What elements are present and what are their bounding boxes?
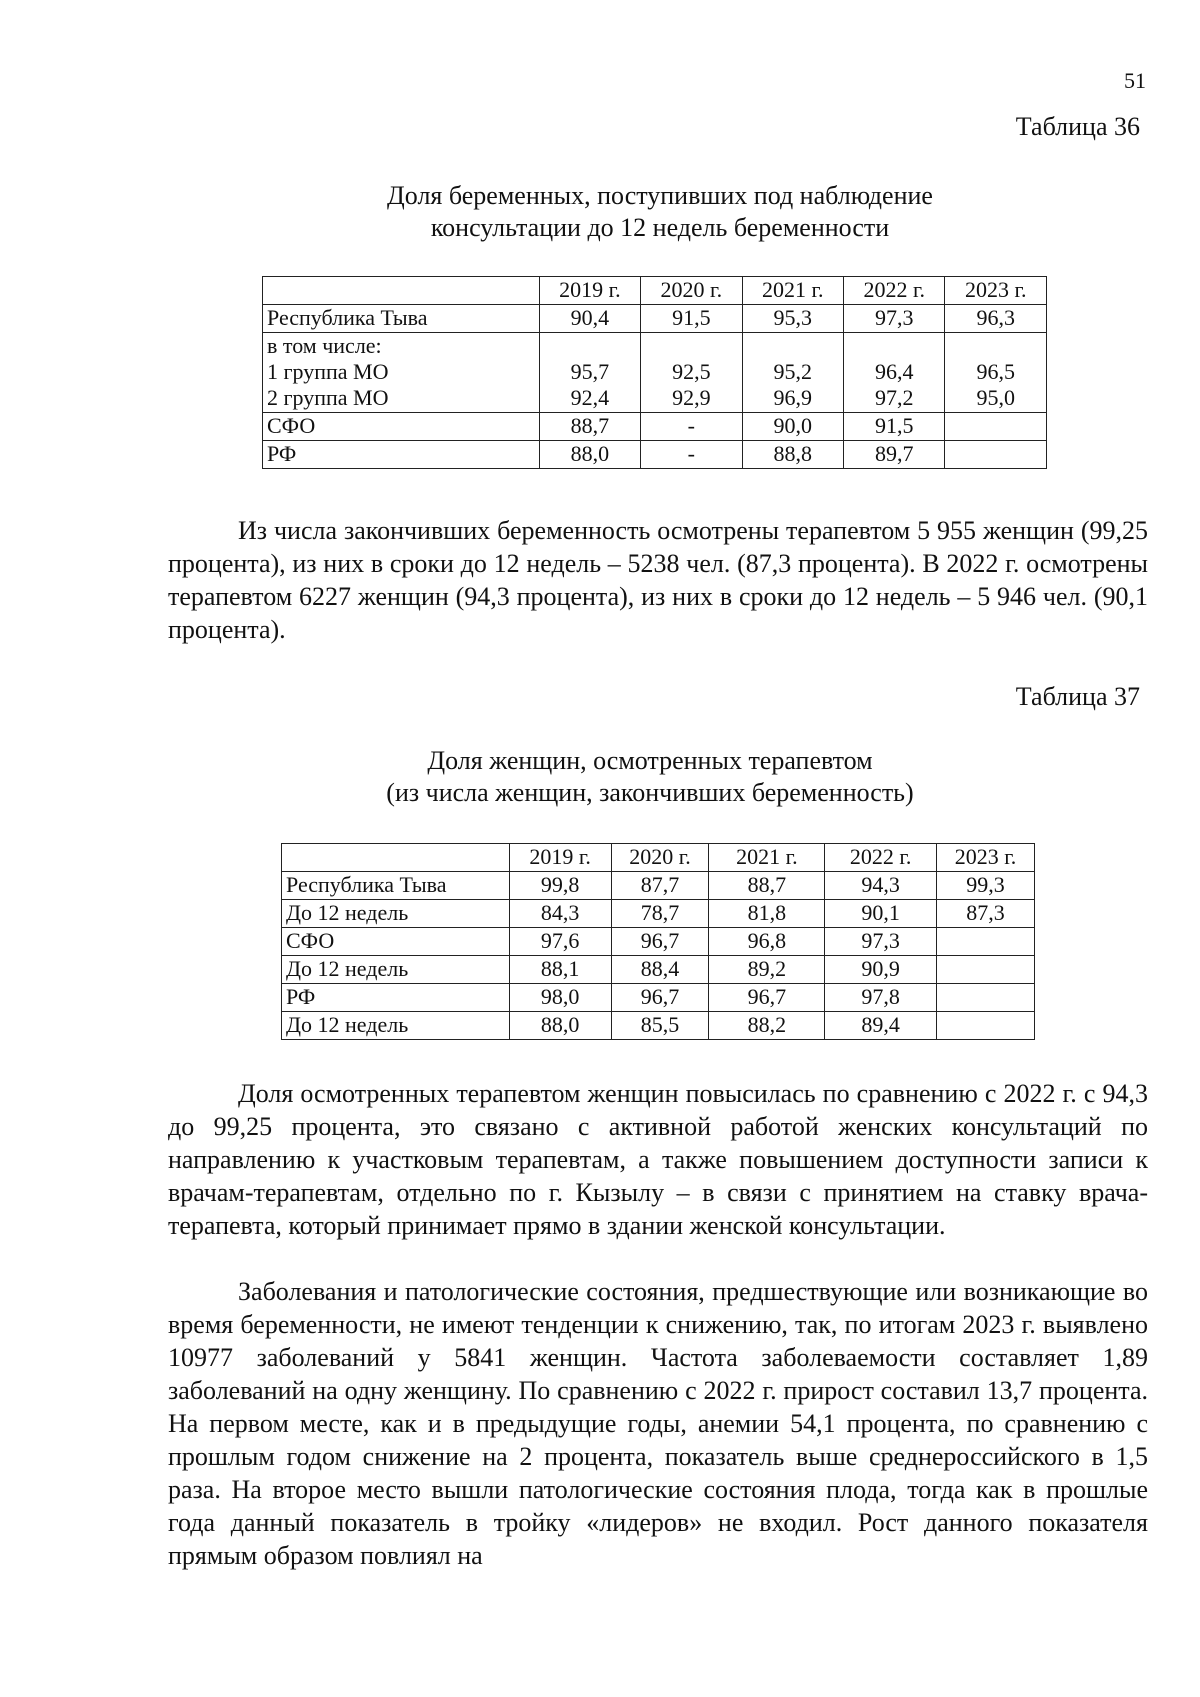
table-cell: 89,4	[825, 1012, 937, 1040]
table-cell: 91,5	[641, 305, 742, 333]
table-cell: 90,0	[742, 413, 843, 441]
row-label: 1 группа МО	[263, 359, 540, 385]
table-cell: -	[641, 413, 742, 441]
row-label: До 12 недель	[282, 1012, 510, 1040]
table-cell: 96,4	[844, 359, 945, 385]
header-cell: 2021 г.	[709, 844, 825, 872]
table-cell	[937, 1012, 1035, 1040]
row-label: Республика Тыва	[263, 305, 540, 333]
table-cell: 97,3	[825, 928, 937, 956]
table-cell: 97,2	[844, 385, 945, 413]
table-cell: 91,5	[844, 413, 945, 441]
table-cell	[937, 928, 1035, 956]
paragraph-2: Доля осмотренных терапевтом женщин повысилась по сравнению с 2022 г. с 94,3 до 99,25 процента, это связано с активной работой женских консультаций по направлению к участковым терапевтам, а также повышением доступности записи к врачам-терапевтам, отдельно по г. Кызылу – в связи с принятием на ставку врача-терапевта, который принимает прямо в здании женской консультации.	[168, 1079, 1148, 1240]
table-cell: 97,6	[509, 928, 611, 956]
table-row	[263, 441, 1047, 469]
header-cell: 2023 г.	[945, 277, 1047, 305]
table-cell: 88,4	[611, 956, 709, 984]
row-label: Республика Тыва	[282, 872, 510, 900]
table-36-caption-line-1: Доля беременных, поступивших под наблюдение	[387, 181, 933, 210]
table-cell: 85,5	[611, 1012, 709, 1040]
header-cell: 2019 г.	[509, 844, 611, 872]
table-cell: 96,3	[945, 305, 1047, 333]
table-cell: 78,7	[611, 900, 709, 928]
table-cell: 92,9	[641, 385, 742, 413]
table-row	[282, 1012, 1035, 1040]
table-cell: 96,7	[709, 984, 825, 1012]
paragraph-3: Заболевания и патологические состояния, предшествующие или возникающие во время беременности, не имеют тенденции к снижению, так, по итогам 2023 г. выявлено 10977 заболеваний у 5841 женщин. Частота заболеваемости составляет 1,89 заболеваний на одну женщину. По сравнению с 2022 г. прирост составил 13,7 процента. На первом месте, как и в предыдущие годы, анемии 54,1 процента, по сравнению с прошлым годом снижение на 2 процента, показатель выше среднероссийского в 1,5 раза. На второе место вышли патологические состояния плода, тогда как в прошлые года данный показатель в тройку «лидеров» не входил. Рост данного показателя прямым образом повлиял на	[168, 1277, 1148, 1570]
table-cell: 84,3	[509, 900, 611, 928]
table-cell: 88,1	[509, 956, 611, 984]
header-cell: 2022 г.	[825, 844, 937, 872]
table-row	[263, 305, 1047, 333]
table-row	[263, 385, 1047, 413]
table-cell: 95,2	[742, 359, 843, 385]
table-cell	[844, 333, 945, 360]
row-label: СФО	[282, 928, 510, 956]
header-cell	[282, 844, 510, 872]
table-cell	[937, 956, 1035, 984]
header-cell	[263, 277, 540, 305]
table-cell: 89,2	[709, 956, 825, 984]
table-cell	[641, 333, 742, 360]
row-label: РФ	[282, 984, 510, 1012]
row-label: 2 группа МО	[263, 385, 540, 413]
table-cell: 99,8	[509, 872, 611, 900]
paragraph-1: Из числа закончивших беременность осмотрены терапевтом 5 955 женщин (99,25 процента), из них в сроки до 12 недель – 5238 чел. (87,3 процента). В 2022 г. осмотрены терапевтом 6227 женщин (94,3 процента), из них в сроки до 12 недель – 5 946 чел. (90,1 процента).	[168, 516, 1148, 644]
table-row	[282, 956, 1035, 984]
table-row	[263, 413, 1047, 441]
table-36-caption-line-2: консультации до 12 недель беременности	[430, 213, 890, 242]
table-cell: 97,3	[844, 305, 945, 333]
table-cell	[945, 441, 1047, 469]
header-cell: 2023 г.	[937, 844, 1035, 872]
table-cell: 92,5	[641, 359, 742, 385]
table-cell: 87,3	[937, 900, 1035, 928]
header-cell: 2020 г.	[611, 844, 709, 872]
table-cell: 99,3	[937, 872, 1035, 900]
table-37-caption	[150, 745, 1150, 809]
table-cell: 90,9	[825, 956, 937, 984]
header-cell: 2022 г.	[844, 277, 945, 305]
table-cell: 95,7	[539, 359, 640, 385]
table-cell	[742, 333, 843, 360]
table-row	[282, 900, 1035, 928]
table-cell: 88,0	[509, 1012, 611, 1040]
table-cell: 88,2	[709, 1012, 825, 1040]
table-cell: 96,7	[611, 984, 709, 1012]
table-cell: 87,7	[611, 872, 709, 900]
table-row	[263, 333, 1047, 360]
table-cell: 97,8	[825, 984, 937, 1012]
table-cell: 96,7	[611, 928, 709, 956]
header-cell: 2020 г.	[641, 277, 742, 305]
table-cell: 90,4	[539, 305, 640, 333]
table-cell: 89,7	[844, 441, 945, 469]
table-cell: 92,4	[539, 385, 640, 413]
table-cell: 88,8	[742, 441, 843, 469]
table-cell: 94,3	[825, 872, 937, 900]
table-cell: 98,0	[509, 984, 611, 1012]
table-37-label: Таблица 37	[1015, 682, 1140, 711]
table-cell: -	[641, 441, 742, 469]
table-cell: 96,5	[945, 359, 1047, 385]
table-cell: 88,7	[539, 413, 640, 441]
table-cell: 95,0	[945, 385, 1047, 413]
table-37-caption-line-2: (из числа женщин, закончивших беременность)	[386, 778, 914, 807]
page-number: 51	[1124, 68, 1146, 93]
table-cell: 81,8	[709, 900, 825, 928]
table-row	[282, 872, 1035, 900]
table-36-caption	[160, 180, 1160, 244]
table-cell: 90,1	[825, 900, 937, 928]
table-cell	[539, 333, 640, 360]
table-cell	[945, 333, 1047, 360]
row-label: СФО	[263, 413, 540, 441]
table-cell	[945, 413, 1047, 441]
table-cell: 88,7	[709, 872, 825, 900]
table-36	[262, 276, 1047, 469]
table-header-row	[282, 844, 1035, 872]
table-cell: 88,0	[539, 441, 640, 469]
header-cell: 2019 г.	[539, 277, 640, 305]
table-cell	[937, 984, 1035, 1012]
table-header-row	[263, 277, 1047, 305]
table-36-label: Таблица 36	[1015, 112, 1140, 141]
row-label: РФ	[263, 441, 540, 469]
row-label: в том числе:	[263, 333, 540, 360]
row-label: До 12 недель	[282, 956, 510, 984]
table-row	[282, 928, 1035, 956]
header-cell: 2021 г.	[742, 277, 843, 305]
table-row	[263, 359, 1047, 385]
table-row	[282, 984, 1035, 1012]
table-cell: 96,9	[742, 385, 843, 413]
table-37	[281, 843, 1035, 1040]
table-cell: 96,8	[709, 928, 825, 956]
row-label: До 12 недель	[282, 900, 510, 928]
table-37-caption-line-1: Доля женщин, осмотренных терапевтом	[427, 746, 873, 775]
table-cell: 95,3	[742, 305, 843, 333]
